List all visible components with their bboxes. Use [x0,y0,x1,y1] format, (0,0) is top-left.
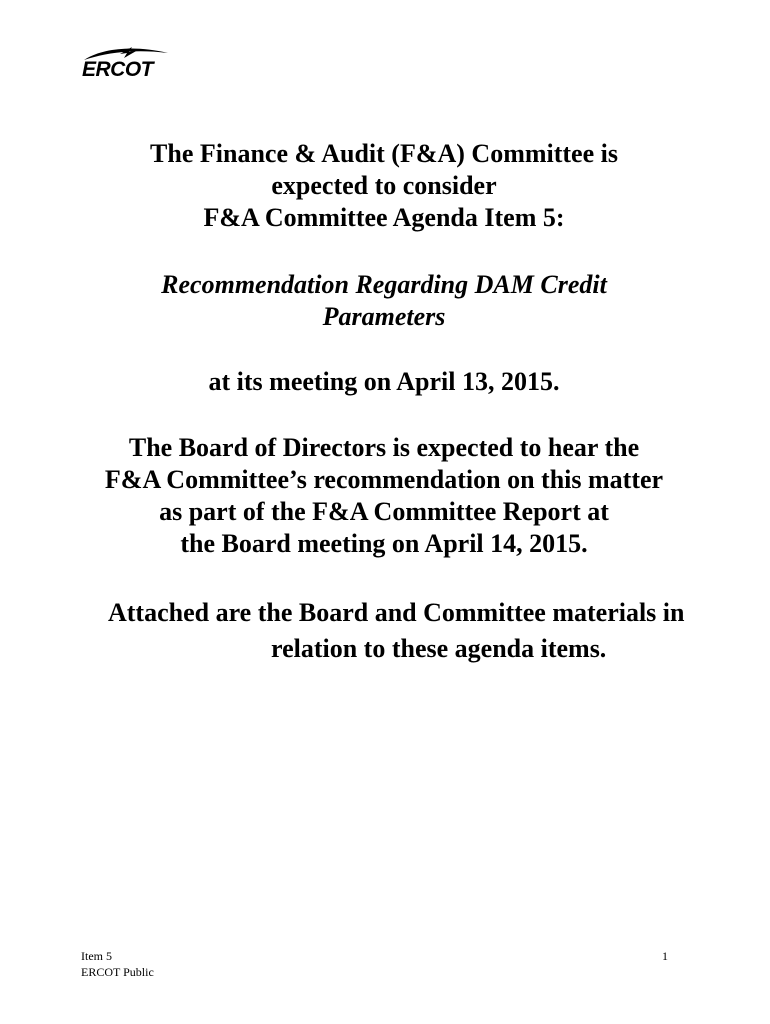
footer-item-label: Item 5 [81,949,112,963]
attached-line: Attached are the Board and Committee materials in [108,598,685,627]
attached-line: relation to these agenda items. [271,634,607,663]
subject-line: Parameters [322,302,446,331]
logo-text: ERCOT [82,58,153,81]
board-line: The Board of Directors is expected to hear the [128,433,640,462]
heading-line: expected to consider [271,171,497,200]
subject-line: Recommendation Regarding DAM Credit [161,270,607,299]
committee-heading [0,138,769,234]
page-number: 1 [662,949,668,963]
heading-line: The Finance & Audit (F&A) Committee is [150,139,618,168]
agenda-subject [0,269,769,333]
ercot-logo [80,44,176,86]
meeting-line: at its meeting on April 13, 2015. [208,367,560,396]
board-line: the Board meeting on April 14, 2015. [180,529,588,558]
board-statement [0,432,769,560]
meeting-date [0,366,769,398]
heading-line: F&A Committee Agenda Item 5: [203,203,565,232]
board-line: F&A Committee’s recommendation on this matter [104,465,664,494]
footer-left [81,948,154,980]
footer-classification: ERCOT Public [81,965,154,979]
board-line: as part of the F&A Committee Report at [159,497,609,526]
